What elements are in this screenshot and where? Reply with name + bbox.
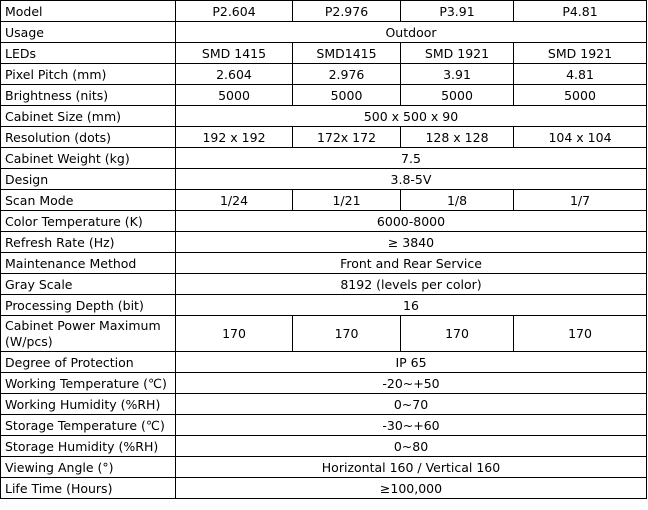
row-label: Viewing Angle (°) <box>1 457 176 478</box>
row-label: Working Temperature (℃) <box>1 373 176 394</box>
row-label: Working Humidity (%RH) <box>1 394 176 415</box>
table-cell: 192 x 192 <box>176 127 293 148</box>
table-cell: 7.5 <box>176 148 647 169</box>
table-cell: SMD 1921 <box>401 43 514 64</box>
table-cell: 3.91 <box>401 64 514 85</box>
row-label: Model <box>1 1 176 22</box>
table-row-maintenance-method <box>1 253 647 274</box>
table-row-pixel-pitch <box>1 64 647 85</box>
table-cell: Outdoor <box>176 22 647 43</box>
table-cell: -30~+60 <box>176 415 647 436</box>
table-cell: P3.91 <box>401 1 514 22</box>
table-row-degree-of-protection <box>1 352 647 373</box>
table-row-cabinet-power <box>1 316 647 352</box>
table-cell: ≥100,000 <box>176 478 647 499</box>
table-row-processing-depth <box>1 295 647 316</box>
table-row-cabinet-size <box>1 106 647 127</box>
table-cell: 104 x 104 <box>514 127 647 148</box>
table-cell: 8192 (levels per color) <box>176 274 647 295</box>
table-cell: Horizontal 160 / Vertical 160 <box>176 457 647 478</box>
table-cell: 4.81 <box>514 64 647 85</box>
table-row-design <box>1 169 647 190</box>
table-row-model <box>1 1 647 22</box>
row-label: Design <box>1 169 176 190</box>
row-label: Cabinet Weight (kg) <box>1 148 176 169</box>
table-cell: ≥ 3840 <box>176 232 647 253</box>
table-row-viewing-angle <box>1 457 647 478</box>
table-cell: IP 65 <box>176 352 647 373</box>
table-cell: 170 <box>293 316 401 352</box>
table-row-color-temperature <box>1 211 647 232</box>
row-label: Life Time (Hours) <box>1 478 176 499</box>
table-row-refresh-rate <box>1 232 647 253</box>
table-row-cabinet-weight <box>1 148 647 169</box>
table-cell: 3.8-5V <box>176 169 647 190</box>
table-cell: -20~+50 <box>176 373 647 394</box>
table-row-working-temperature <box>1 373 647 394</box>
table-cell: SMD 1921 <box>514 43 647 64</box>
table-cell: 1/24 <box>176 190 293 211</box>
table-cell: Front and Rear Service <box>176 253 647 274</box>
table-row-life-time <box>1 478 647 499</box>
table-cell: 1/8 <box>401 190 514 211</box>
row-label: Cabinet Size (mm) <box>1 106 176 127</box>
table-cell: 5000 <box>176 85 293 106</box>
table-cell: 128 x 128 <box>401 127 514 148</box>
row-label: Storage Humidity (%RH) <box>1 436 176 457</box>
table-cell: 16 <box>176 295 647 316</box>
table-cell: 0~70 <box>176 394 647 415</box>
table-row-gray-scale <box>1 274 647 295</box>
row-label: Refresh Rate (Hz) <box>1 232 176 253</box>
table-cell: 2.976 <box>293 64 401 85</box>
row-label: Resolution (dots) <box>1 127 176 148</box>
row-label: Degree of Protection <box>1 352 176 373</box>
table-row-scan-mode <box>1 190 647 211</box>
table-row-working-humidity <box>1 394 647 415</box>
table-cell: 6000-8000 <box>176 211 647 232</box>
table-cell: 170 <box>514 316 647 352</box>
table-cell: 1/7 <box>514 190 647 211</box>
table-cell: 0~80 <box>176 436 647 457</box>
row-label: Usage <box>1 22 176 43</box>
table-cell: 5000 <box>514 85 647 106</box>
table-cell: 170 <box>176 316 293 352</box>
table-cell: P4.81 <box>514 1 647 22</box>
row-label: Processing Depth (bit) <box>1 295 176 316</box>
table-row-storage-temperature <box>1 415 647 436</box>
table-cell: 1/21 <box>293 190 401 211</box>
row-label: Gray Scale <box>1 274 176 295</box>
table-cell: P2.976 <box>293 1 401 22</box>
table-cell: 5000 <box>401 85 514 106</box>
table-row-brightness <box>1 85 647 106</box>
row-label: Cabinet Power Maximum (W/pcs) <box>1 316 176 352</box>
table-row-resolution <box>1 127 647 148</box>
row-label: Color Temperature (K) <box>1 211 176 232</box>
row-label: Pixel Pitch (mm) <box>1 64 176 85</box>
row-label: LEDs <box>1 43 176 64</box>
row-label: Brightness (nits) <box>1 85 176 106</box>
table-cell: 5000 <box>293 85 401 106</box>
table-cell: 172x 172 <box>293 127 401 148</box>
table-row-storage-humidity <box>1 436 647 457</box>
table-row-usage <box>1 22 647 43</box>
table-cell: 2.604 <box>176 64 293 85</box>
table-cell: SMD1415 <box>293 43 401 64</box>
row-label: Storage Temperature (℃) <box>1 415 176 436</box>
table-cell: 500 x 500 x 90 <box>176 106 647 127</box>
table-row-leds <box>1 43 647 64</box>
table-cell: P2.604 <box>176 1 293 22</box>
table-cell: SMD 1415 <box>176 43 293 64</box>
row-label: Maintenance Method <box>1 253 176 274</box>
table-cell: 170 <box>401 316 514 352</box>
row-label: Scan Mode <box>1 190 176 211</box>
